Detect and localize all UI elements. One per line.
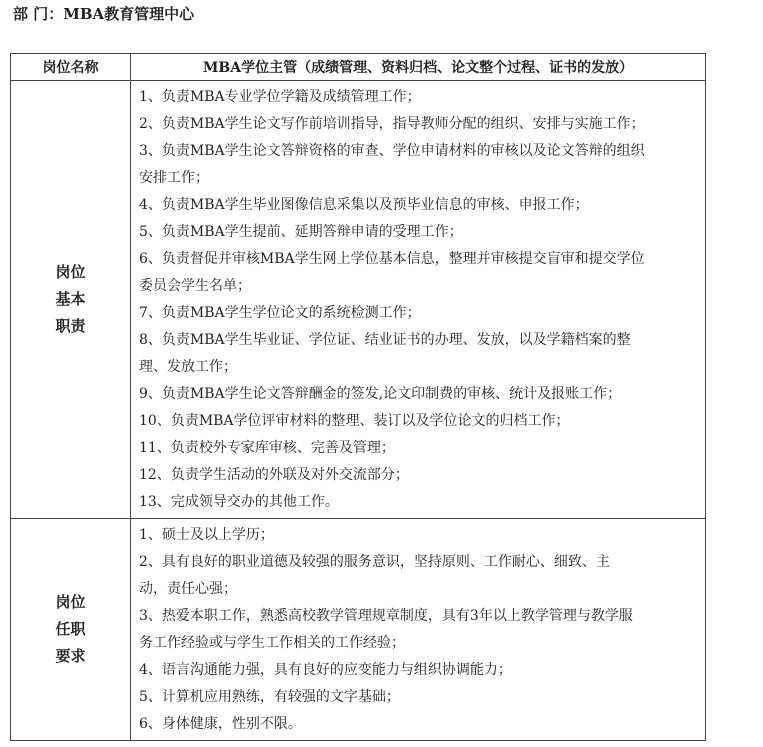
duty-line: 8、负责MBA学生毕业证、学位证、结业证书的办理、发放，以及学籍档案的整	[139, 332, 631, 348]
duty-line: 5、负责MBA学生提前、延期答辩申请的受理工作；	[139, 224, 463, 240]
requirement-line: 1、硕士及以上学历；	[139, 527, 274, 543]
requirements-label: 岗位 任职 要求	[11, 519, 131, 741]
requirement-line: 3、热爱本职工作，熟悉高校教学管理规章制度，具有3年以上教学管理与教学服	[139, 608, 633, 624]
job-description-table	[10, 53, 706, 741]
duty-line: 11、负责校外专家库审核、完善及管理；	[139, 440, 395, 456]
duty-line: 9、负责MBA学生论文答辩酬金的签发,论文印制费的审核、统计及报账工作；	[139, 386, 622, 402]
duty-line: 13、完成领导交办的其他工作。	[139, 494, 339, 510]
duty-line: 理、发放工作；	[139, 359, 237, 375]
duties-label: 岗位 基本 职责	[11, 81, 131, 519]
requirement-line: 2、具有良好的职业道德及较强的服务意识，坚持原则、工作耐心、细致、主	[139, 554, 610, 570]
duty-line: 12、负责学生活动的外联及对外交流部分；	[139, 467, 409, 483]
table-header-row	[11, 54, 706, 81]
header-position-title: MBA学位主管（成绩管理、资料归档、论文整个过程、证书的发放）	[131, 54, 706, 81]
requirements-content	[131, 519, 706, 741]
duty-line: 3、负责MBA学生论文答辩资格的审查、学位申请材料的审核以及论文答辩的组织	[139, 143, 645, 159]
duties-content	[131, 81, 706, 519]
duty-line: 7、负责MBA学生学位论文的系统检测工作；	[139, 305, 421, 321]
requirement-line: 4、语言沟通能力强，具有良好的应变能力与组织协调能力；	[139, 662, 512, 678]
duties-row	[11, 81, 706, 519]
duty-line: 6、负责督促并审核MBA学生网上学位基本信息，整理并审核提交盲审和提交学位	[139, 251, 645, 267]
requirement-line: 动，责任心强；	[139, 581, 237, 597]
duty-line: 1、负责MBA专业学位学籍及成绩管理工作；	[139, 89, 421, 105]
duty-line: 安排工作；	[139, 170, 209, 186]
duty-line: 2、负责MBA学生论文写作前培训指导，指导教师分配的组织、安排与实施工作；	[139, 116, 645, 132]
duty-line: 4、负责MBA学生毕业图像信息采集以及预毕业信息的审核、申报工作；	[139, 197, 589, 213]
requirements-row	[11, 519, 706, 741]
requirement-line: 5、计算机应用熟练，有较强的文字基础；	[139, 689, 400, 705]
header-position-name: 岗位名称	[11, 54, 131, 81]
requirement-line: 6、身体健康，性别不限。	[139, 716, 302, 732]
duty-line: 委员会学生名单；	[139, 278, 251, 294]
department-title: 部 门：MBA教育管理中心	[13, 5, 195, 23]
duty-line: 10、负责MBA学位评审材料的整理、装订以及学位论文的归档工作；	[139, 413, 570, 429]
requirement-line: 务工作经验或与学生工作相关的工作经验；	[139, 635, 405, 651]
